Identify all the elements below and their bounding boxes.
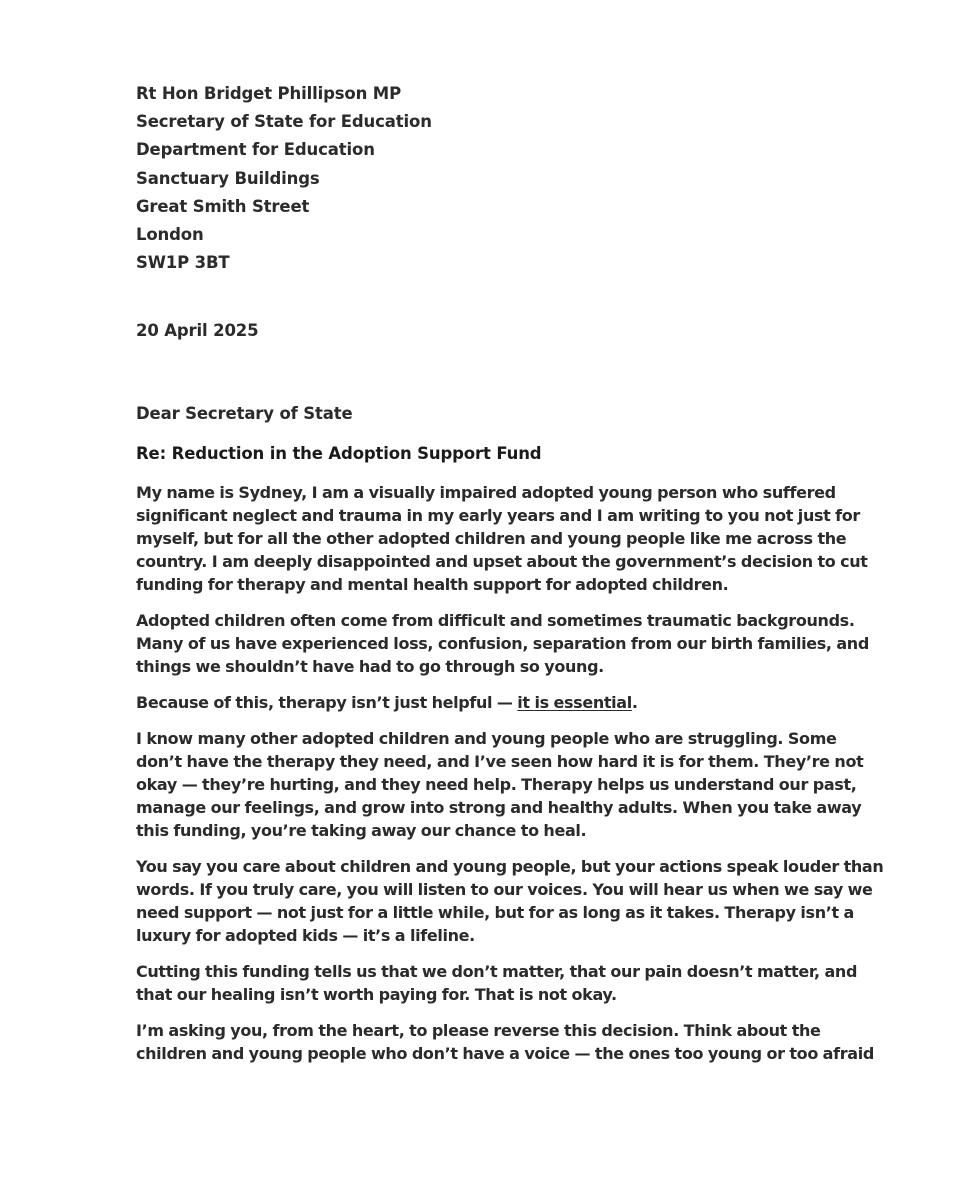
- salutation: Dear Secretary of State: [136, 404, 353, 424]
- text-line: Cutting this funding tells us that we don’t matter, that our pain doesn’t matter, and: [136, 962, 858, 982]
- address-line: Secretary of State for Education: [136, 112, 432, 132]
- text-line: myself, but for all the other adopted children and young people like me across the: [136, 529, 847, 549]
- text-line: okay — they’re hurting, and they need help. Therapy helps us understand our past,: [136, 775, 857, 795]
- paragraph-1: [136, 481, 868, 596]
- text-line: Adopted children often come from difficult and sometimes traumatic backgrounds.: [136, 611, 855, 631]
- letter-date: 20 April 2025: [136, 321, 259, 341]
- text-line: children and young people who don’t have a voice — the ones too young or too afraid: [136, 1044, 874, 1064]
- text-segment: .: [631, 693, 638, 713]
- text-segment: Because of this, therapy isn’t just helpful —: [136, 693, 518, 713]
- paragraph-2: [136, 609, 869, 678]
- text-line: significant neglect and trauma in my early years and I am writing to you not just for: [136, 506, 860, 526]
- text-line: You say you care about children and young people, but your actions speak louder than: [136, 857, 884, 877]
- text-line: need support — not just for a little while, but for as long as it takes. Therapy isn’t a: [136, 903, 854, 923]
- text-line: country. I am deeply disappointed and upset about the government’s decision to cut: [136, 552, 868, 572]
- paragraph-7: [136, 1019, 874, 1065]
- paragraph-4: [136, 727, 864, 842]
- text-line: that our healing isn’t worth paying for. That is not okay.: [136, 985, 617, 1005]
- text-line: this funding, you’re taking away our chance to heal.: [136, 821, 587, 841]
- text-line: funding for therapy and mental health support for adopted children.: [136, 575, 729, 595]
- address-line: Sanctuary Buildings: [136, 168, 320, 188]
- text-line: I know many other adopted children and young people who are struggling. Some: [136, 729, 837, 749]
- paragraph-5: [136, 855, 884, 947]
- address-line: SW1P 3BT: [136, 253, 230, 273]
- subject-line: Re: Reduction in the Adoption Support Fund: [136, 444, 542, 464]
- address-line: Great Smith Street: [136, 196, 310, 216]
- letter-page: [136, 80, 884, 1065]
- emphasis-underlined: it is essential: [517, 693, 632, 713]
- recipient-address: [136, 80, 836, 277]
- text-line: My name is Sydney, I am a visually impaired adopted young person who suffered: [136, 483, 836, 503]
- text-line: don’t have the therapy they need, and I’ve seen how hard it is for them. They’re not: [136, 752, 864, 772]
- address-line: Rt Hon Bridget Phillipson MP: [136, 84, 402, 103]
- text-line: things we shouldn’t have had to go through so young.: [136, 657, 604, 677]
- text-line: luxury for adopted kids — it’s a lifeline.: [136, 926, 475, 946]
- address-line: Department for Education: [136, 140, 375, 160]
- text-line: words. If you truly care, you will listen to our voices. You will hear us when we say we: [136, 880, 873, 900]
- paragraph-6: [136, 960, 858, 1006]
- text-line: [136, 691, 836, 714]
- text-line: manage our feelings, and grow into strong and healthy adults. When you take away: [136, 798, 862, 818]
- text-line: Many of us have experienced loss, confusion, separation from our birth families, and: [136, 634, 869, 654]
- paragraph-3: [136, 691, 836, 714]
- address-line: London: [136, 225, 204, 245]
- text-line: I’m asking you, from the heart, to please reverse this decision. Think about the: [136, 1021, 821, 1041]
